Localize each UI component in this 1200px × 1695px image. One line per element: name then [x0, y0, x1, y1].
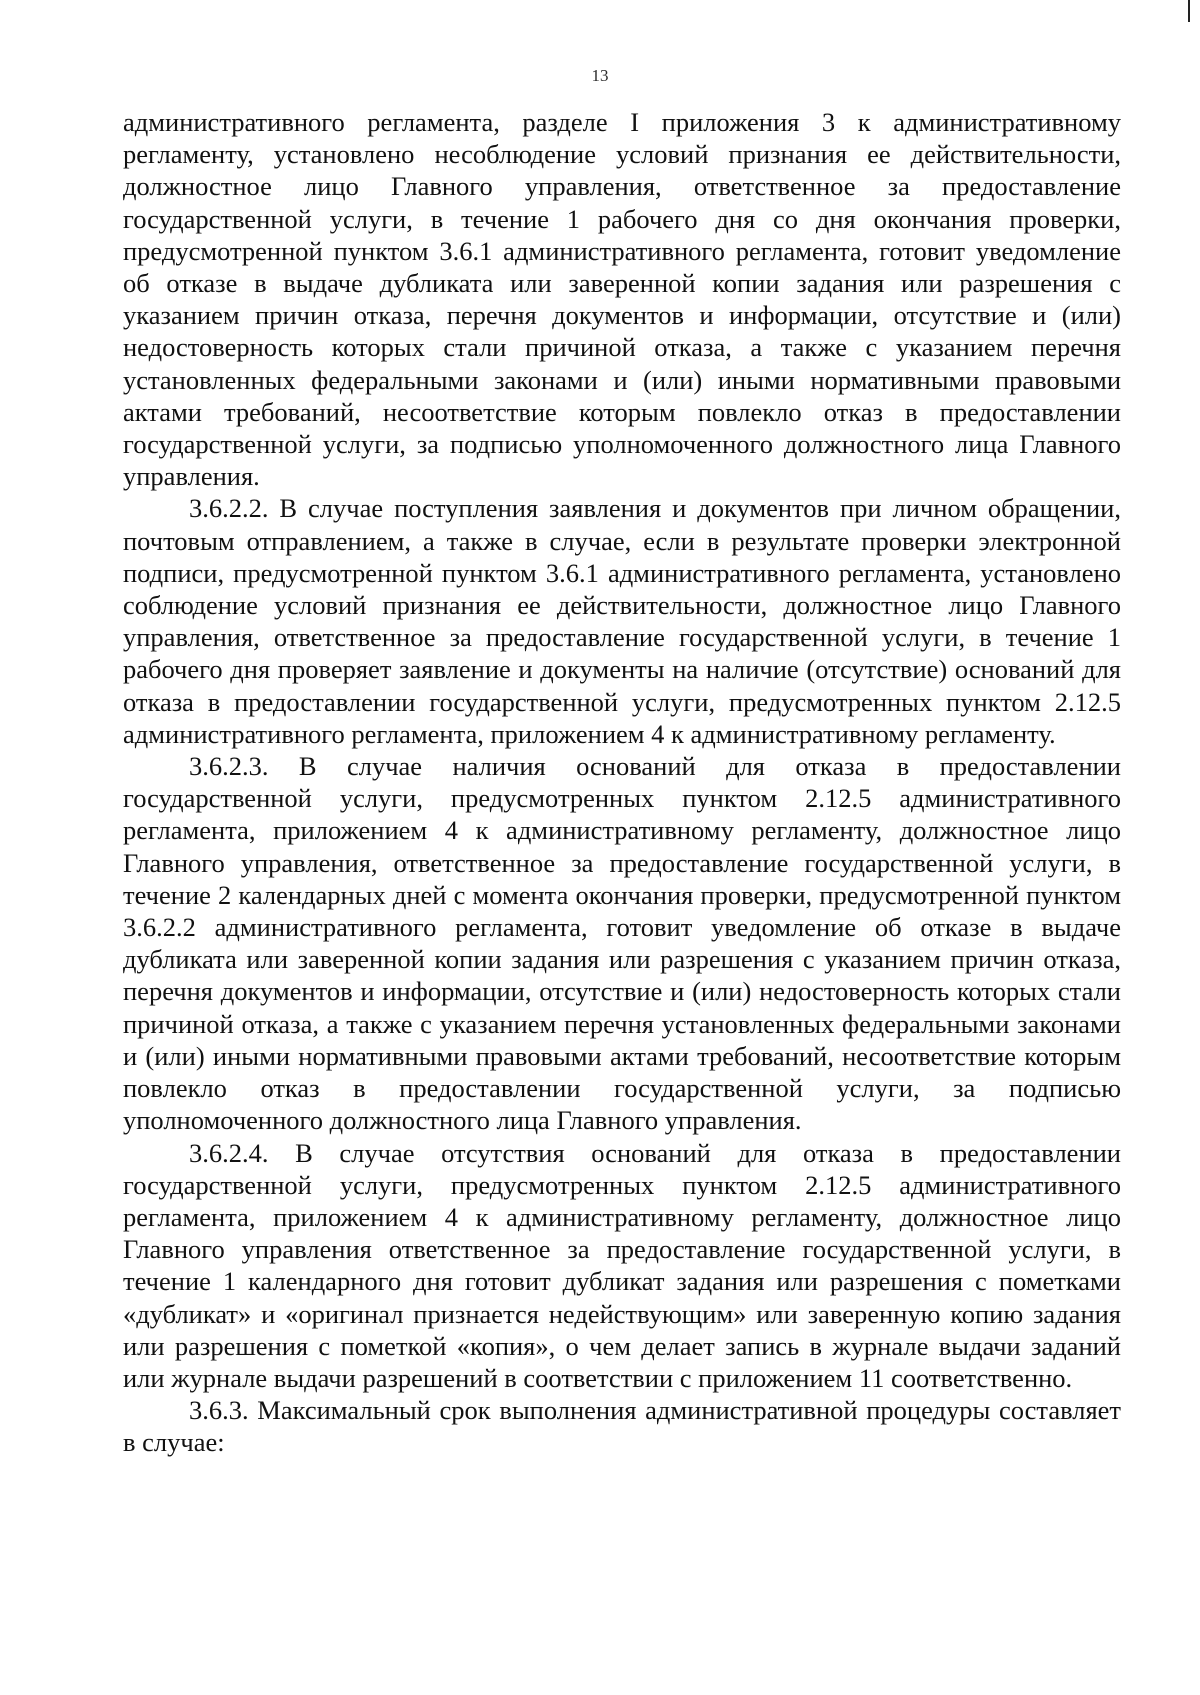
document-body [123, 106, 1121, 1459]
paragraph-3-6-2-2: 3.6.2.2. В случае поступления заявления и документов при личном обращении, почтовым отправлением, а также в случае, если в результате проверки электронной подписи, предусмотренной пунктом 3.6.1 административного регламента, установлено соблюдение условий признания ее действительности, должностное лицо Главного управления, ответственное за предоставление государственной услуги, в течение 1 рабочего дня проверяет заявление и документы на наличие (отсутствие) оснований для отказа в предоставлении государственной услуги, предусмотренных пунктом 2.12.5 административного регламента, приложением 4 к административному регламенту. [123, 493, 1121, 749]
scan-edge-mark [1188, 0, 1190, 22]
page-number: 13 [591, 66, 609, 85]
paragraph-3-6-3: 3.6.3. Максимальный срок выполнения административной процедуры составляет в случае: [123, 1395, 1121, 1458]
paragraph-3-6-2-4: 3.6.2.4. В случае отсутствия оснований для отказа в предоставлении государственной услуги, предусмотренных пунктом 2.12.5 административного регламента, приложением 4 к административному регламенту, должностное лицо Главного управления ответственное за предоставление государственной услуги, в течение 1 календарного дня готовит дубликат задания или разрешения с пометками «дубликат» и «оригинал признается недействующим» или заверенную копию задания или разрешения с пометкой «копия», о чем делает запись в журнале выдачи заданий или журнале выдачи разрешений в соответствии с приложением 11 соответственно. [123, 1137, 1121, 1393]
paragraph-continuation: административного регламента, разделе I приложения 3 к административному регламенту, установлено несоблюдение условий признания ее действительности, должностное лицо Главного управления, ответственное за предоставление государственной услуги, в течение 1 рабочего дня со дня окончания проверки, предусмотренной пунктом 3.6.1 административного регламента, готовит уведомление об отказе в выдаче дубликата или заверенной копии задания или разрешения с указанием причин отказа, перечня документов и информации, отсутствие и (или) недостоверность которых стали причиной отказа, а также с указанием перечня установленных федеральными законами и (или) иными нормативными правовыми актами требований, несоответствие которым повлекло отказ в предоставлении государственной услуги, за подписью уполномоченного должностного лица Главного управления. [123, 107, 1121, 492]
paragraph-3-6-2-3: 3.6.2.3. В случае наличия оснований для отказа в предоставлении государственной услуги, предусмотренных пунктом 2.12.5 административного регламента, приложением 4 к административному регламенту, должностное лицо Главного управления, ответственное за предоставление государственной услуги, в течение 2 календарных дней с момента окончания проверки, предусмотренной пунктом 3.6.2.2 административного регламента, готовит уведомление об отказе в выдаче дубликата или заверенной копии задания или разрешения с указанием причин отказа, перечня документов и информации, отсутствие и (или) недостоверность которых стали причиной отказа, а также с указанием перечня установленных федеральными законами и (или) иными нормативными правовыми актами требований, несоответствие которым повлекло отказ в предоставлении государственной услуги, за подписью уполномоченного должностного лица Главного управления. [123, 751, 1121, 1136]
